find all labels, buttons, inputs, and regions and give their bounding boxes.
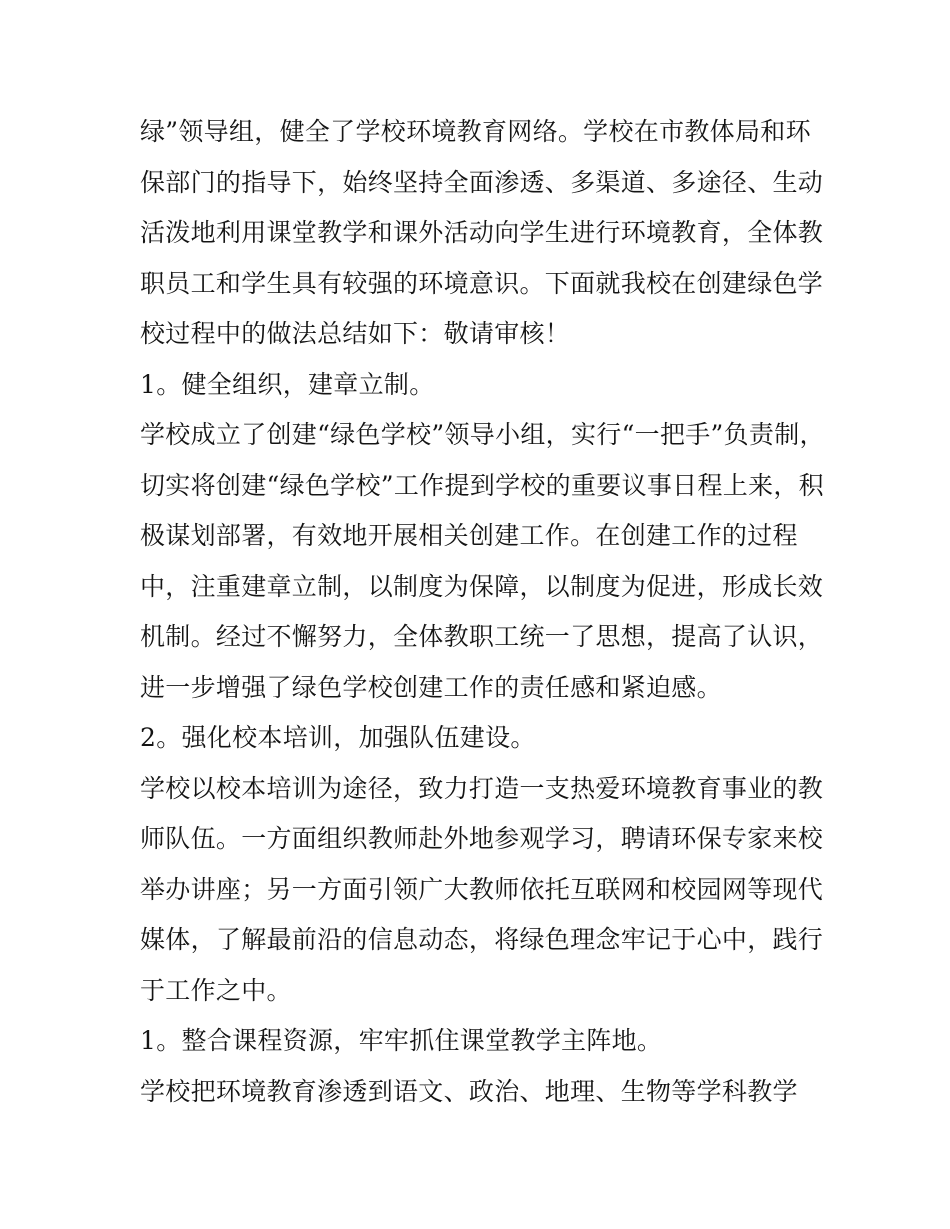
document-body [140, 107, 825, 1117]
body-text-line: 保部门的指导下，始终坚持全面渗透、多渠道、多途径、生动 [140, 167, 824, 197]
body-text-line: 学校成立了创建“绿色学校”领导小组，实行“一把手”负责制， [140, 420, 825, 449]
body-text-line: 极谋划部署，有效地开展相关创建工作。在创建工作的过程 [140, 521, 798, 550]
body-text-line: 学校把环境教育渗透到语文、政治、地理、生物等学科教学 [140, 1076, 798, 1106]
body-text-line: 学校以校本培训为途径，致力打造一支热爱环境教育事业的教 [140, 773, 824, 803]
body-text-line: 于工作之中。 [140, 975, 292, 1005]
body-text-line: 活泼地利用课堂教学和课外活动向学生进行环境教育，全体教 [140, 218, 824, 247]
body-text-line: 中，注重建章立制，以制度为保障，以制度为促进，形成长效 [140, 571, 824, 601]
body-text-line: 举办讲座；另一方面引领广大教师依托互联网和校园网等现代 [140, 874, 824, 904]
section-heading: 2。强化校本培训，加强队伍建设。 [140, 723, 536, 752]
section-heading: 1。整合课程资源，牢牢抓住课堂教学主阵地。 [140, 1026, 663, 1055]
body-text-line: 校过程中的做法总结如下：敬请审核！ [140, 319, 571, 348]
body-text-line: 切实将创建“绿色学校”工作提到学校的重要议事日程上来，积 [140, 470, 824, 500]
body-text-line: 职员工和学生具有较强的环境意识。下面就我校在创建绿色学 [140, 268, 824, 298]
body-text-line: 进一步增强了绿色学校创建工作的责任感和紧迫感。 [140, 672, 722, 702]
body-text-line: 机制。经过不懈努力，全体教职工统一了思想，提高了认识， [140, 622, 824, 651]
body-text-line: 师队伍。一方面组织教师赴外地参观学习，聘请环保专家来校 [140, 824, 824, 853]
body-text-line: 媒体，了解最前沿的信息动态，将绿色理念牢记于心中，践行 [140, 925, 824, 954]
body-text-line: 绿”领导组，健全了学校环境教育网络。学校在市教体局和环 [140, 117, 811, 146]
section-heading: 1。健全组织，建章立制。 [140, 369, 435, 399]
